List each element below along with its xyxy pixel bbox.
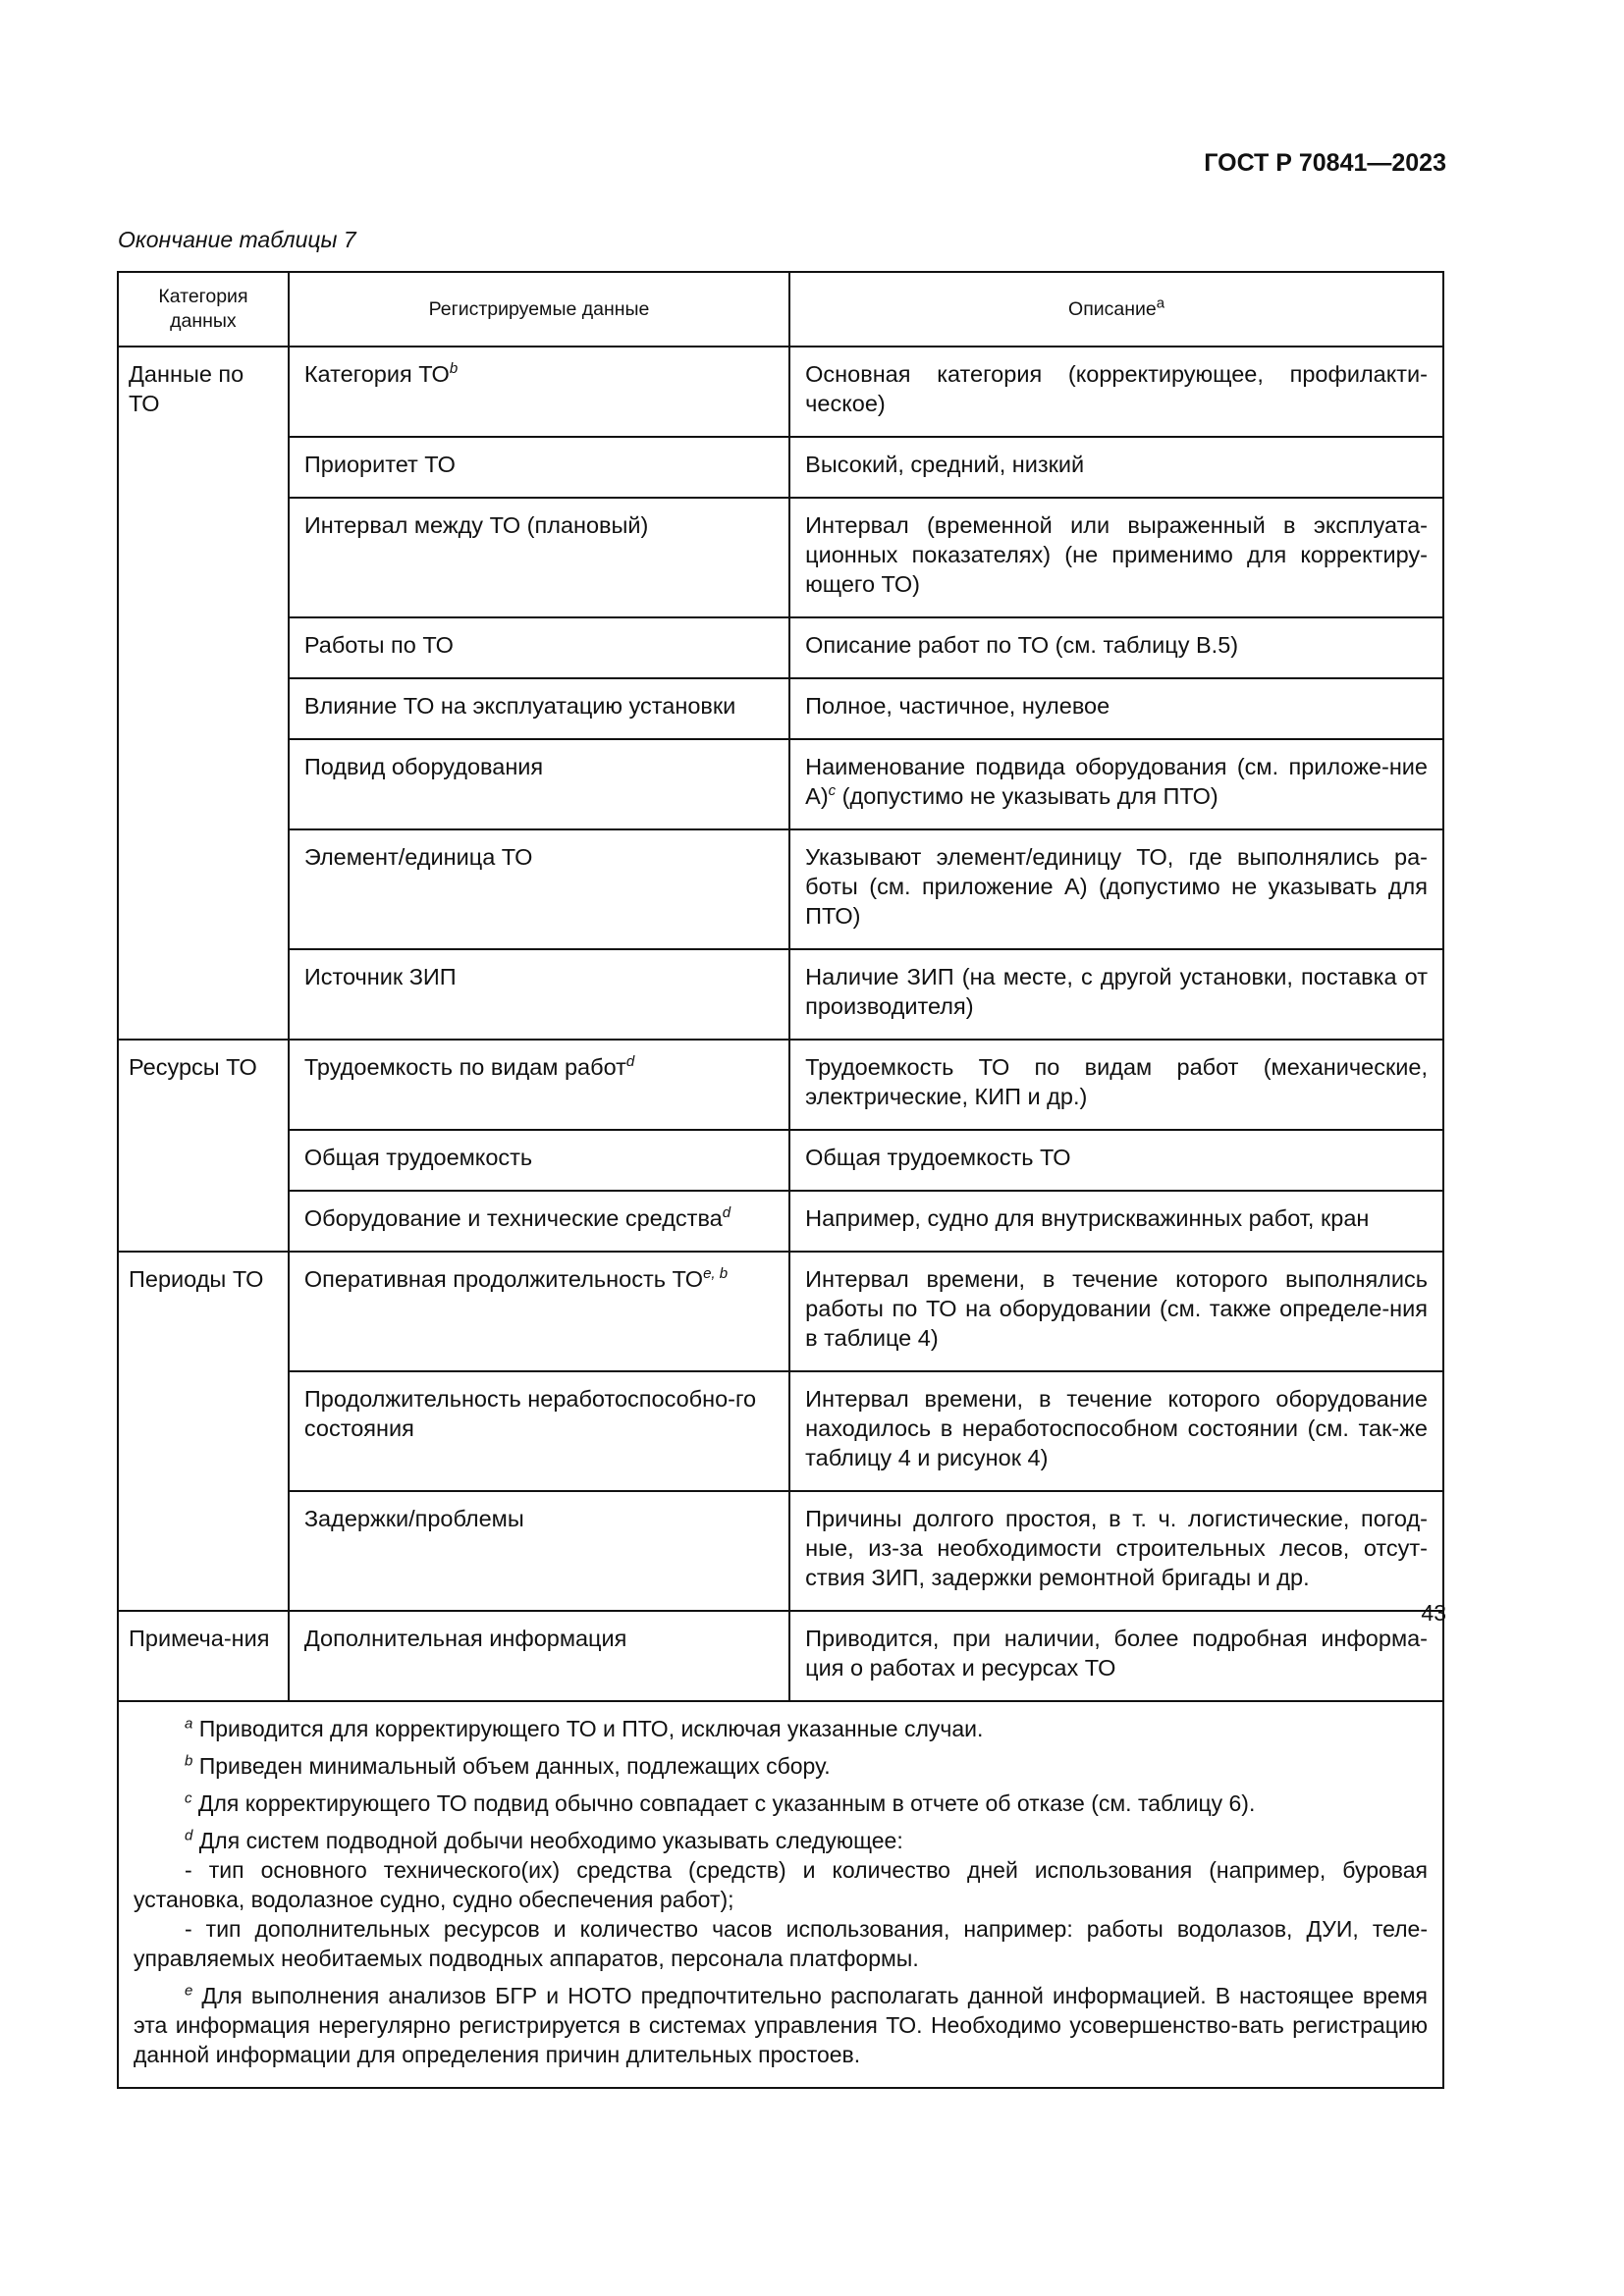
table-row xyxy=(118,829,1443,949)
table-row xyxy=(118,1491,1443,1611)
description-cell: Общая трудоемкость ТО xyxy=(789,1130,1443,1191)
description-cell: Основная категория (корректирующее, профилакти-ческое) xyxy=(789,347,1443,437)
description-cell: Полное, частичное, нулевое xyxy=(789,678,1443,739)
table-header-row xyxy=(118,272,1443,347)
registered-cell: Категория $ТО^b$ xyxy=(289,347,789,437)
footnote-d-item-1: - тип основного технического(их) средства (средств) и количество дней использования (например, буровая установка, водолазное судно, судно обеспечения работ); xyxy=(134,1857,1428,1912)
column-header-description: Описание$^a$ xyxy=(789,272,1443,347)
footnote-e: $^e$ Для выполнения анализов БГР и НОТО предпочтительно располагать данной информацией. В настоящее время эта информация нерегулярно регистрируется в системах управления ТО. Необходимо усовершенство-вать регистрацию данной информации для определения причин длительных простоев. xyxy=(134,1982,1428,2067)
footnote-d: $^d$ Для систем подводной добычи необходимо указывать следующее: xyxy=(185,1827,903,1853)
description-cell: Описание работ по ТО (см. таблицу В.5) xyxy=(789,617,1443,678)
category-cell: Ресурсы ТО xyxy=(118,1040,289,1252)
footnote-b: $^b$ Приведен минимальный объем данных, подлежащих сбору. xyxy=(185,1752,831,1779)
description-cell: Причины долгого простоя, в т. ч. логистические, погод-ные, из-за необходимости строительных лесов, отсут-ствия ЗИП, задержки ремонтной бригады и др. xyxy=(789,1491,1443,1611)
table-row xyxy=(118,498,1443,617)
category-cell: Данные по ТО xyxy=(118,347,289,1040)
table-row xyxy=(118,1371,1443,1491)
description-cell: Наименование подвида оборудования (см. приложе-ние А)$^c$ (допустимо не указывать для ПТО) xyxy=(789,739,1443,829)
description-cell: Приводится, при наличии, более подробная информа-ция о работах и ресурсах ТО xyxy=(789,1611,1443,1701)
footnote-c: $^c$ Для корректирующего ТО подвид обычно совпадает с указанным в отчете об отказе (см. таблицу 6). xyxy=(185,1789,1256,1816)
registered-cell: Задержки/проблемы xyxy=(289,1491,789,1611)
table-row xyxy=(118,437,1443,498)
table-row xyxy=(118,1191,1443,1252)
registered-cell: Источник ЗИП xyxy=(289,949,789,1040)
table-row xyxy=(118,617,1443,678)
description-cell: Интервал (временной или выраженный в эксплуата-ционных показателях) (не применимо для корректиру-ющего ТО) xyxy=(789,498,1443,617)
registered-cell: Приоритет ТО xyxy=(289,437,789,498)
table-continuation-caption: Окончание таблицы 7 xyxy=(118,227,356,252)
description-cell: Интервал времени, в течение которого выполнялись работы по ТО на оборудовании (см. также определе-ния в таблице 4) xyxy=(789,1252,1443,1371)
registered-cell: Оперативная продолжительность ТО$^{e, b}$ xyxy=(289,1252,789,1371)
registered-cell: Дополнительная информация xyxy=(289,1611,789,1701)
description-cell: Наличие ЗИП (на месте, с другой установки, поставка от производителя) xyxy=(789,949,1443,1040)
registered-cell: Подвид оборудования xyxy=(289,739,789,829)
table-row xyxy=(118,1130,1443,1191)
description-cell: Интервал времени, в течение которого оборудование находилось в неработоспособном состоянии (см. так-же таблицу 4 и рисунок 4) xyxy=(789,1371,1443,1491)
table-row xyxy=(118,1611,1443,1701)
data-table xyxy=(117,271,1444,2089)
footnote-a: $^a$ Приводится для корректирующего ТО и ПТО, исключая указанные случаи. xyxy=(185,1715,984,1741)
registered-cell: Продолжительность неработоспособно-го состояния xyxy=(289,1371,789,1491)
table-row xyxy=(118,678,1443,739)
column-header-registered: Регистрируемые данные xyxy=(289,272,789,347)
registered-cell: Влияние ТО на эксплуатацию установки xyxy=(289,678,789,739)
table-row xyxy=(118,347,1443,437)
page-number: 43 xyxy=(1421,1600,1446,1626)
registered-cell: Интервал между ТО (плановый) xyxy=(289,498,789,617)
description-cell: Указывают элемент/единицу ТО, где выполнялись ра-боты (см. приложение А) (допустимо не указывать для ПТО) xyxy=(789,829,1443,949)
registered-cell: Работы по ТО xyxy=(289,617,789,678)
description-cell: Трудоемкость ТО по видам работ (механические, электрические, КИП и др.) xyxy=(789,1040,1443,1130)
table-row xyxy=(118,1040,1443,1130)
registered-cell: Общая трудоемкость xyxy=(289,1130,789,1191)
description-cell: Например, судно для внутрискважинных работ, кран xyxy=(789,1191,1443,1252)
table-notes xyxy=(118,1701,1443,2088)
table-row xyxy=(118,739,1443,829)
table-row xyxy=(118,1252,1443,1371)
footnote-d-item-2: - тип дополнительных ресурсов и количество часов использования, например: работы водолазов, ДУИ, теле-управляемых необитаемых подводных аппаратов, персонала платформы. xyxy=(134,1916,1428,1971)
table-row xyxy=(118,949,1443,1040)
standard-designation: ГОСТ Р 70841—2023 xyxy=(1204,149,1446,177)
category-cell: Периоды ТО xyxy=(118,1252,289,1611)
column-header-category: Категория данных xyxy=(118,272,289,347)
notes-row xyxy=(118,1701,1443,2088)
registered-cell: Элемент/единица ТО xyxy=(289,829,789,949)
description-cell: Высокий, средний, низкий xyxy=(789,437,1443,498)
category-cell: Примеча-ния xyxy=(118,1611,289,1701)
registered-cell: Оборудование и технические средства$^d$ xyxy=(289,1191,789,1252)
registered-cell: Трудоемкость по видам работ$^d$ xyxy=(289,1040,789,1130)
